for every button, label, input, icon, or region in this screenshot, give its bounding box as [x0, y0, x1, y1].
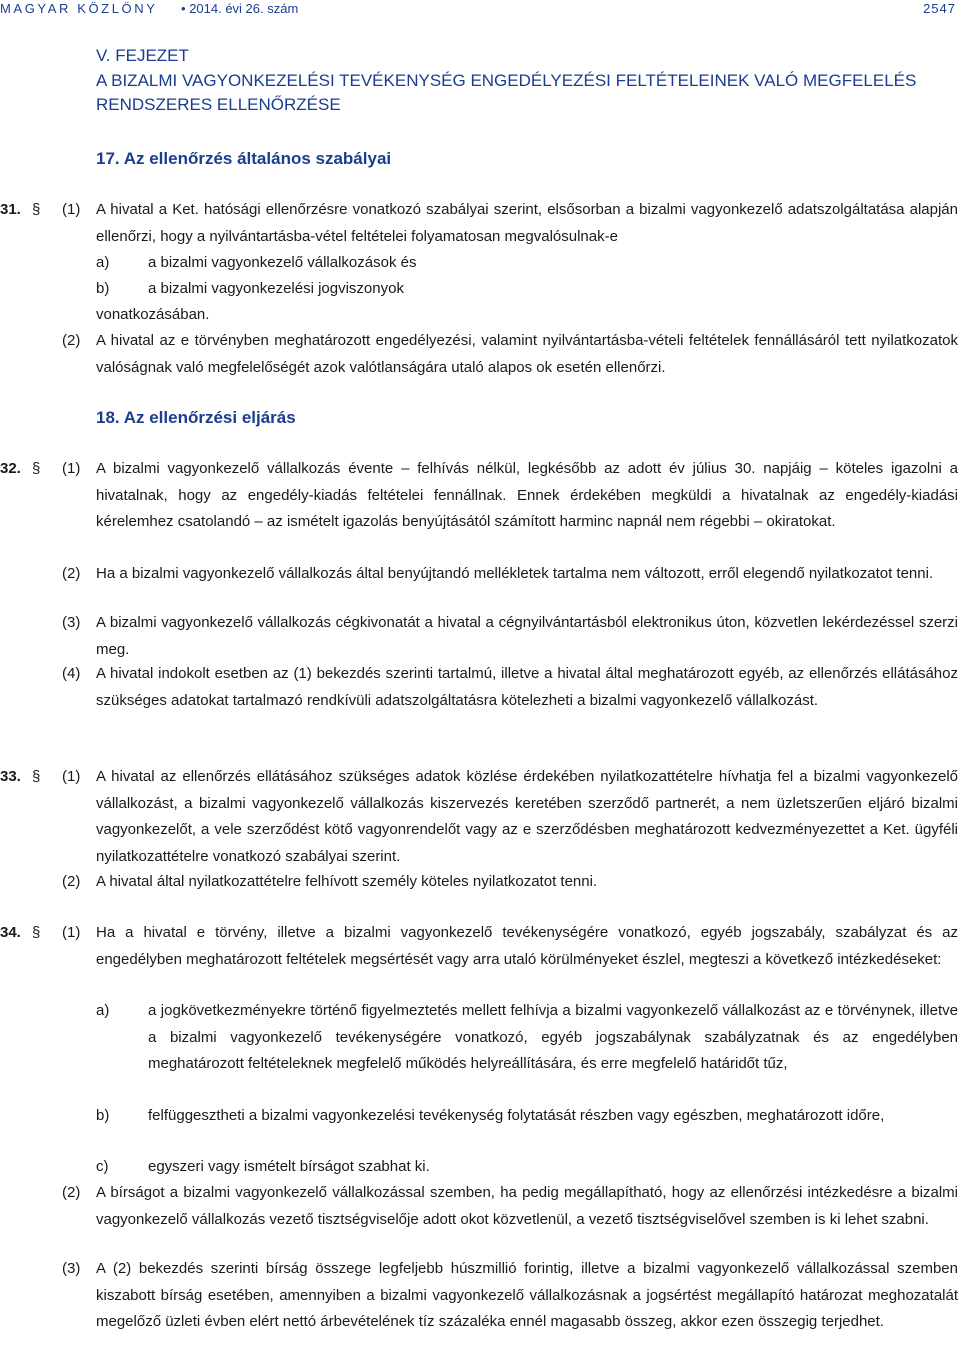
section-symbol: §	[32, 768, 41, 785]
paragraph-text: A (2) bekezdés szerinti bírság összege legfeljebb húszmillió forintig, illetve a bizalmi vagyonkezelő vállalkozással szemben kiszabott bírság esetében, amennyiben a bizalmi vagyonkezelő vállalkozásnak a jogsértést megállapító határozat meghozatalát megelőző üzleti évben elért nettó árbevételének tíz százaléka ennél magasabb összeg, akkor ezen összegig terjedhet.	[96, 1260, 958, 1330]
item-text: egyszeri vagy ismételt bírságot szabhat ki.	[148, 1158, 430, 1175]
item-label: a)	[96, 1002, 110, 1019]
item-text: a jogkövetkezményekre történő figyelmeztetés mellett felhívja a bizalmi vagyonkezelő vállalkozást az e törvénynek, illetve a bizalmi vagyonkezelő tevékenységére vonatkozó, egyéb jogszabálynak szabályzatnak és az engedélyben meghatározott feltételeknek megfelelő működés helyreállítására, és erre megfelelő határidőt tűz,	[148, 1002, 958, 1072]
section-34-para-2	[62, 1180, 958, 1233]
item-text: a bizalmi vagyonkezelő vállalkozások és	[148, 254, 417, 271]
paragraph-label: (1)	[62, 768, 81, 785]
paragraph-text: A hivatal az ellenőrzés ellátásához szükséges adatok közlése érdekében nyilatkozattételre hívhatja fel a bizalmi vagyonkezelő vállalkozást, a bizalmi vagyonkezelő vállalkozás kiszervezés keretében szerződő partnerét, a nem üzletszerűen eljáró bizalmi vagyonkezelőt, a vele szerződést kötő vagyonrendelőt vagy az e szerződésben meghatározott kedvezményezettet a Ket. ügyféli nyilatkozattételre vonatkozó szabályai szerint.	[96, 768, 958, 865]
section-number: 32.	[0, 460, 21, 477]
paragraph-text: A bizalmi vagyonkezelő vállalkozás cégkivonatát a hivatal a cégnyilvántartásból elektronikus úton, közvetlen lekérdezéssel szerzi meg.	[96, 614, 958, 658]
header-separator: •	[181, 1, 186, 16]
page-header	[0, 0, 960, 22]
subtitle-17: 17. Az ellenőrzés általános szabályai	[96, 149, 392, 168]
issue-date-text: 2014. évi 26. szám	[189, 1, 299, 16]
paragraph-label: (1)	[62, 460, 81, 477]
chapter-title-line-2: RENDSZERES ELLENŐRZÉSE	[96, 95, 341, 114]
section-symbol: §	[32, 924, 41, 941]
section-31-tail: vonatkozásában.	[96, 306, 210, 323]
paragraph-text: A hivatal az e törvényben meghatározott engedélyezési, valamint nyilvántartásba-vételi feltételek fennállásáról tett nyilatkozatok valóságnak való megfelelőségét azok valótlanságára utaló alapos ok esetén ellenőrzi.	[96, 332, 958, 376]
item-label: c)	[96, 1158, 109, 1175]
section-33-para-2	[62, 869, 958, 896]
section-34-item-b	[96, 1103, 958, 1130]
paragraph-label: (4)	[62, 665, 81, 682]
subtitle-18: 18. Az ellenőrzési eljárás	[96, 408, 296, 427]
section-symbol: §	[32, 460, 41, 477]
chapter-heading	[96, 44, 946, 118]
paragraph-label: (2)	[62, 1184, 81, 1201]
section-number: 33.	[0, 768, 21, 785]
chapter-number: V. FEJEZET	[96, 46, 189, 65]
page-number: 2547	[923, 1, 956, 16]
issue-date	[181, 1, 298, 17]
section-number: 31.	[0, 201, 21, 218]
item-label: b)	[96, 280, 110, 297]
section-34-item-c	[96, 1154, 958, 1181]
paragraph-text: A hivatal indokolt esetben az (1) bekezdés szerinti tartalmú, illetve a hivatal által meghatározott egyéb, az ellenőrzés ellátásához szükséges adatokat tartalmazó rendkívüli adatszolgáltatásra kötelezheti a bizalmi vagyonkezelő vállalkozást.	[96, 665, 958, 709]
paragraph-label: (1)	[62, 201, 81, 218]
paragraph-text: A bizalmi vagyonkezelő vállalkozás évente – felhívás nélkül, legkésőbb az adott év július 30. napjáig – köteles igazolni a hivatalnak, hogy az engedély-kiadás feltételei fennállnak. Ennek érdekében megküldi a hivatalnak az engedély-kiadási kérelemhez csatolandó – az ismételt igazolás benyújtásától számított harminc napnál nem régebbi – okiratokat.	[96, 460, 958, 530]
paragraph-label: (2)	[62, 565, 81, 582]
section-32-para-3	[62, 610, 958, 663]
paragraph-label: (3)	[62, 614, 81, 631]
section-31-para-1	[0, 197, 958, 250]
section-32-para-2	[62, 561, 958, 588]
section-34-item-a	[96, 998, 958, 1078]
item-text: felfüggesztheti a bizalmi vagyonkezelési tevékenység folytatását részben vagy egészben, meghatározott időre,	[148, 1107, 885, 1124]
paragraph-text: A hivatal által nyilatkozattételre felhívott személy köteles nyilatkozatot tenni.	[96, 873, 598, 890]
publication-name: MAGYAR KÖZLÖNY	[0, 1, 158, 16]
paragraph-label: (1)	[62, 924, 81, 941]
paragraph-text: Ha a hivatal e törvény, illetve a bizalmi vagyonkezelő tevékenységére vonatkozó, egyéb jogszabály, szabályzat és az engedélyben meghatározott feltételek megsértését vagy arra utaló körülményeket észlel, megteszi a következő intézkedéseket:	[96, 924, 958, 968]
chapter-title-line-1: A BIZALMI VAGYONKEZELÉSI TEVÉKENYSÉG ENGEDÉLYEZÉSI FELTÉTELEINEK VALÓ MEGFELELÉS	[96, 70, 917, 90]
item-text: a bizalmi vagyonkezelési jogviszonyok	[148, 280, 404, 297]
section-34-para-1	[0, 920, 958, 973]
item-label: a)	[96, 254, 110, 271]
paragraph-text: A bírságot a bizalmi vagyonkezelő vállalkozással szemben, ha pedig megállapítható, hogy az ellenőrzési intézkedésre a bizalmi vagyonkezelő vállalkozás vezető tisztségviselője adott okot közvetlenül, a vezető tisztségviselővel szemben is ki lehet szabni.	[96, 1184, 958, 1228]
paragraph-text: A hivatal a Ket. hatósági ellenőrzésre vonatkozó szabályai szerint, elsősorban a bizalmi vagyonkezelő adatszolgáltatása alapján ellenőrzi, hogy a nyilvántartásba-vétel feltételei folyamatosan megvalósulnak-e	[96, 201, 958, 245]
section-34-para-3	[62, 1256, 958, 1336]
section-32-para-1	[0, 456, 958, 536]
item-label: b)	[96, 1107, 110, 1124]
section-32-para-4	[62, 661, 958, 714]
section-31-para-2	[62, 328, 958, 381]
paragraph-label: (2)	[62, 873, 81, 890]
paragraph-label: (2)	[62, 332, 81, 349]
paragraph-label: (3)	[62, 1260, 81, 1277]
section-symbol: §	[32, 201, 41, 218]
section-number: 34.	[0, 924, 21, 941]
paragraph-text: Ha a bizalmi vagyonkezelő vállalkozás által benyújtandó mellékletek tartalma nem változott, erről elegendő nyilatkozatot tenni.	[96, 565, 934, 582]
section-33-para-1	[0, 764, 958, 870]
